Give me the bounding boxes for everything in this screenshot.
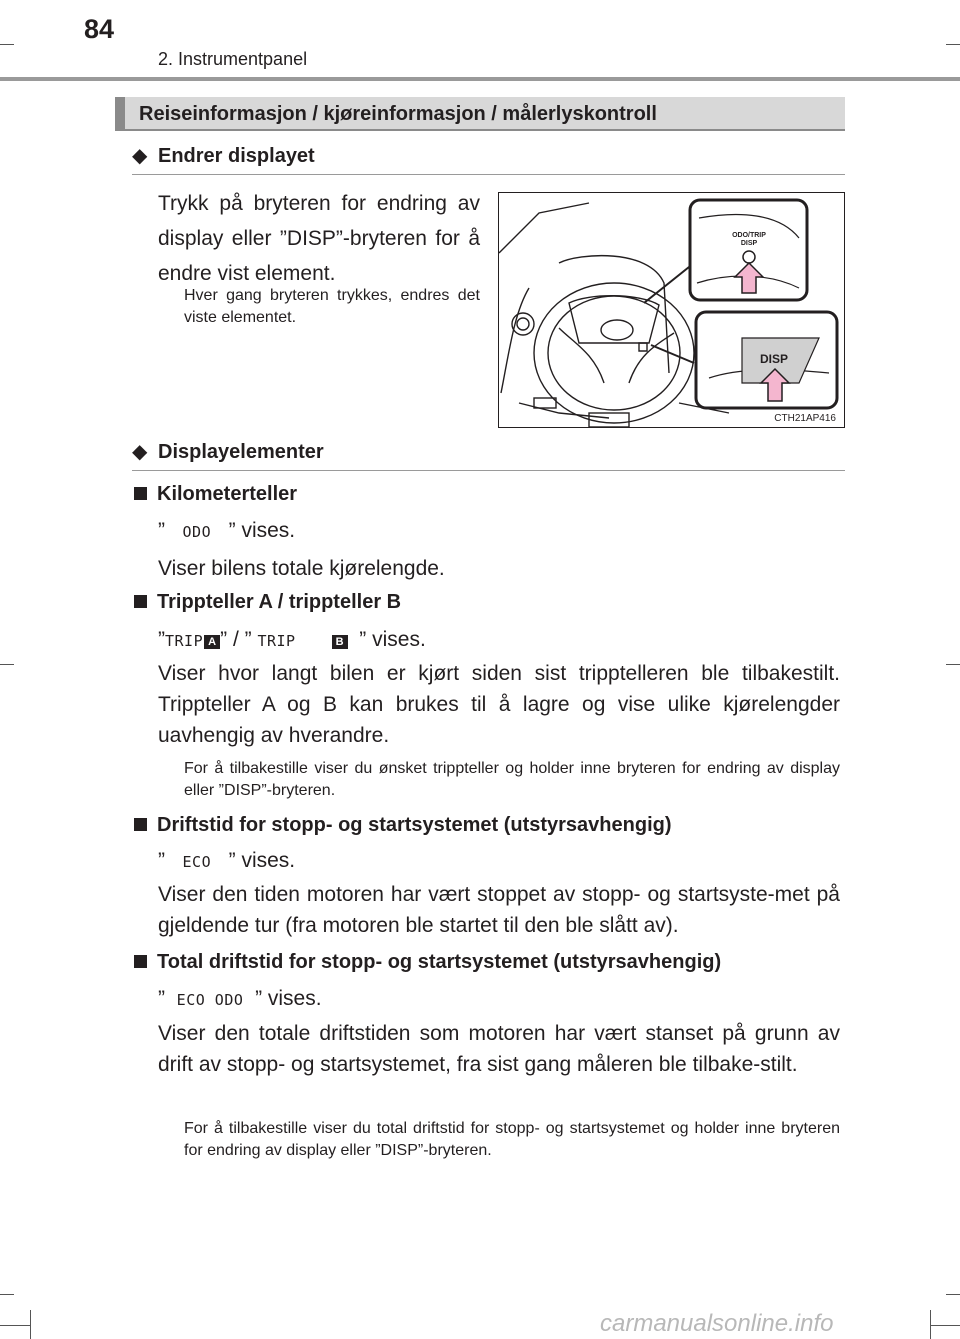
crop-mark bbox=[946, 44, 960, 45]
crop-mark bbox=[0, 44, 14, 45]
watermark: carmanualsonline.info bbox=[600, 1310, 834, 1337]
figure-label-disp: DISP bbox=[759, 352, 789, 366]
eco-odo-body: Viser den totale driftstiden som motoren har vært stanset på grunn av drift av stopp- og startsystemet, fra sist gang måleren ble tilbake-stilt. bbox=[158, 1022, 840, 1076]
header-rule bbox=[0, 77, 960, 81]
diamond-bullet-icon: ◆ bbox=[132, 441, 148, 463]
square-bullet-icon bbox=[134, 818, 147, 831]
trip-b-badge: B bbox=[332, 635, 348, 649]
crop-mark bbox=[930, 1310, 931, 1339]
lcd-trip-b: TRIP bbox=[257, 632, 296, 650]
crop-mark bbox=[30, 1310, 31, 1339]
changing-display-note: Hver gang bryteren trykkes, endres det viste elementet. bbox=[184, 287, 480, 326]
item-eco-odo-heading: Total driftstid for stopp- og startsystemet (utstyrsavhengig) bbox=[132, 951, 721, 974]
eco-display-line: ” ECO ” vises. bbox=[158, 849, 296, 872]
lcd-odo: ODO bbox=[182, 523, 212, 541]
lcd-eco-odo: ECO ODO bbox=[176, 991, 244, 1009]
lcd-trip-a: TRIP bbox=[165, 632, 204, 650]
eco-odo-display-line: ” ECO ODO ” vises. bbox=[158, 987, 322, 1010]
figure-label-odo-trip: ODO/TRIP bbox=[732, 232, 766, 239]
item-trip-heading: Trippteller A / trippteller B bbox=[132, 591, 401, 614]
subheading-rule bbox=[132, 174, 845, 175]
crop-mark bbox=[946, 1294, 960, 1295]
steering-wheel-illustration bbox=[499, 193, 845, 428]
square-bullet-icon bbox=[134, 595, 147, 608]
trip-body: Viser hvor langt bilen er kjørt siden sist tripptelleren ble tilbakestilt. Trippteller A og B kan brukes til å lagre og vise ulike kjørelengder uavhengig av hverandre. bbox=[158, 662, 840, 747]
section-title-bar bbox=[115, 97, 845, 131]
crop-mark bbox=[0, 1294, 14, 1295]
crop-mark bbox=[946, 664, 960, 665]
crop-mark bbox=[0, 664, 14, 665]
square-bullet-icon bbox=[134, 955, 147, 968]
item-eco-heading: Driftstid for stopp- og startsystemet (utstyrsavhengig) bbox=[132, 814, 672, 837]
trip-note: For å tilbakestille viser du ønsket trippteller og holder inne bryteren for endring av display eller ”DISP”-bryteren. bbox=[184, 760, 840, 799]
square-bullet-icon bbox=[134, 487, 147, 500]
subheading-rule bbox=[132, 470, 845, 471]
trip-display-line: ”TRIP A ” / ” TRIP B ” vises. bbox=[158, 628, 426, 651]
odometer-body: Viser bilens totale kjørelengde. bbox=[158, 557, 445, 580]
trip-a-badge: A bbox=[204, 635, 220, 649]
steering-wheel-figure bbox=[498, 192, 845, 428]
crop-mark bbox=[930, 1325, 960, 1326]
subheading-changing-display: ◆ Endrer displayet bbox=[132, 145, 315, 167]
changing-display-body: Trykk på bryteren for endring av display eller ”DISP”-bryteren for å endre vist element. bbox=[158, 192, 480, 285]
item-odometer-heading: Kilometerteller bbox=[132, 483, 297, 506]
chapter-title: 2. Instrumentpanel bbox=[158, 49, 308, 69]
figure-code: CTH21AP416 bbox=[774, 413, 836, 424]
figure-label-disp-small: DISP bbox=[740, 240, 758, 247]
diamond-bullet-icon: ◆ bbox=[132, 145, 148, 167]
eco-body: Viser den tiden motoren har vært stoppet av stopp- og startsyste-met på gjeldende tur (fra motoren ble startet til den ble slått av). bbox=[158, 883, 840, 937]
odometer-display-line: ” ODO ” vises. bbox=[158, 519, 296, 542]
crop-mark bbox=[0, 1325, 30, 1326]
eco-odo-note: For å tilbakestille viser du total driftstid for stopp- og startsystemet og holder inne bryteren for endring av display eller ”DISP”-bryteren. bbox=[184, 1120, 840, 1159]
section-title: Reiseinformasjon / kjøreinformasjon / målerlyskontroll bbox=[139, 103, 657, 125]
page-number: 84 bbox=[84, 14, 115, 44]
lcd-eco: ECO bbox=[182, 853, 212, 871]
subheading-display-items: ◆ Displayelementer bbox=[132, 441, 324, 463]
